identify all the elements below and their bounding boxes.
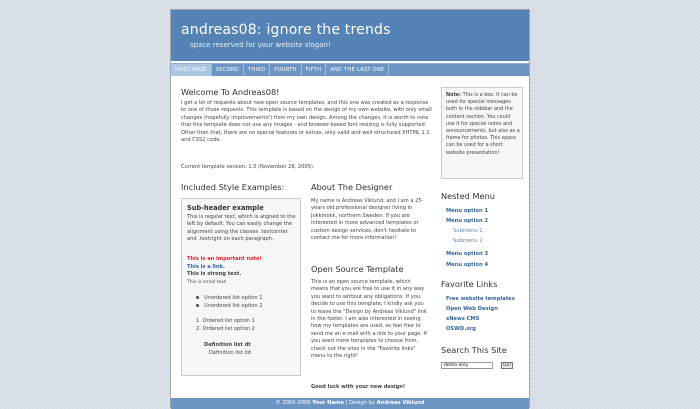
menu-option-1[interactable]: Menu option 1 xyxy=(446,208,489,214)
small-text: This is small text. xyxy=(187,279,228,285)
oss-title: Open Source Template xyxy=(311,264,404,274)
main-nav xyxy=(171,63,529,76)
unordered-item: Unordered list option 1 xyxy=(196,295,262,301)
bullet-icon xyxy=(196,304,199,307)
fav-link-snews[interactable]: sNews CMS xyxy=(446,316,480,322)
note-text xyxy=(446,92,520,157)
note-label: Note: xyxy=(446,92,462,98)
nested-menu-title: Nested Menu xyxy=(441,191,495,201)
menu-option-2[interactable]: Menu option 2 xyxy=(446,218,489,224)
menu-option-4[interactable]: Menu option 4 xyxy=(446,262,489,268)
site-slogan: space reserved for your website slogan! xyxy=(190,41,331,49)
note-box xyxy=(441,87,523,179)
submenu-2[interactable]: Submenu 2 xyxy=(453,238,483,244)
search-button[interactable]: Go! xyxy=(502,363,512,368)
bullet-icon xyxy=(196,296,199,299)
good-luck-text: Good luck with your new design! xyxy=(311,384,406,390)
version-text: Current template version: 1.0 (November 28, 2005). xyxy=(181,164,315,170)
important-note: This is an important note! xyxy=(187,256,262,262)
note-body: This is a box. It can be used for special messages both in the sidebar and the content section. You could use it for special notes and announcements, but also as a frame for photos. This space can be used for a short website presentation! xyxy=(446,92,520,156)
welcome-title: Welcome To Andreas08! xyxy=(181,87,280,97)
nav-last-one[interactable]: AND THE LAST ONE xyxy=(326,64,389,76)
search-title: Search This Site xyxy=(441,345,507,355)
nav-second[interactable]: SECOND xyxy=(212,64,244,76)
definition-description: Definition list dd xyxy=(209,349,251,356)
footer-author-link[interactable]: Andreas Viklund xyxy=(376,400,425,406)
nav-fifth[interactable]: FIFTH xyxy=(302,64,326,76)
site-footer xyxy=(171,398,529,409)
site-header xyxy=(171,10,529,61)
subheader-example: Sub-header example xyxy=(187,204,264,212)
favorite-links-title: Favorite Links xyxy=(441,279,498,289)
search-input[interactable] xyxy=(441,362,493,369)
page-frame xyxy=(170,9,530,408)
fav-link-templates[interactable]: Free website templates xyxy=(446,296,515,302)
oss-text: This is an open source template, which means that you are free to use it in any way you want to without any obligations. If you decide to use this template, I kindly ask you to leave the "Design by Andreas Viklund" link in the footer. I am also interested in seeing how my templates are used, so feel free to send me an e-mail with a link to your page. If you want more templates to choose from, check out the sites in the "Favorite links" menu to the right! xyxy=(311,279,427,360)
nav-fourth[interactable]: FOURTH xyxy=(270,64,301,76)
nav-third[interactable]: THIRD xyxy=(244,64,270,76)
nav-first-page[interactable]: FIRST PAGE xyxy=(171,64,212,76)
unordered-item: Unordered list option 2 xyxy=(196,303,262,309)
menu-option-3[interactable]: Menu option 3 xyxy=(446,251,489,257)
footer-copyright: © 2005-2006 xyxy=(275,400,311,406)
designer-text: My name is Andreas Viklund, and I am a 25-years old professional designer living in Jokkmokk, northern Sweden. If you are interested in more advanced templates or custom design services, don't hesitate to contact me for more information! xyxy=(311,198,424,242)
fav-link-oswd[interactable]: OSWD.org xyxy=(446,326,476,332)
definition-term: Definition list dt xyxy=(204,342,251,348)
welcome-text: I get a lot of requests about new open source templates, and this one was created as a response to one of those requests. This template is based on the design of my own website, with only small changes (hopefully improvements!) from my own design. Among the changes, it is worth to note that this template does not use any images - and browser-based font resizing is fully supported. Other than that, there are no special features or extras, only valid and well-structured XHTML 1.1 and CSS2 code. xyxy=(181,100,432,144)
designer-column xyxy=(311,182,435,390)
designer-title: About The Designer xyxy=(311,182,393,192)
footer-your-name[interactable]: Your Name xyxy=(312,400,344,406)
main-content xyxy=(181,87,435,390)
styles-title: Included Style Examples: xyxy=(181,182,285,192)
strong-text: This is strong text. xyxy=(187,271,242,277)
fav-link-open-web-design[interactable]: Open Web Design xyxy=(446,306,498,312)
ordered-item: 1. Ordered list option 1 xyxy=(196,318,255,324)
style-example-box xyxy=(181,198,301,376)
footer-design-by: | Design by xyxy=(345,400,375,406)
ordered-item: 2. Ordered list option 2 xyxy=(196,325,255,332)
sample-link[interactable]: This is a link. xyxy=(187,263,225,270)
site-title[interactable]: andreas08: ignore the trends xyxy=(181,22,391,38)
submenu-1[interactable]: Submenu 1 xyxy=(453,228,483,234)
regular-text: This is regular text, which is aligned to the left by default. You can easily change the alignment using the classes .textcenter and .textright on each paragraph. xyxy=(187,214,296,243)
style-examples-column xyxy=(181,182,303,356)
